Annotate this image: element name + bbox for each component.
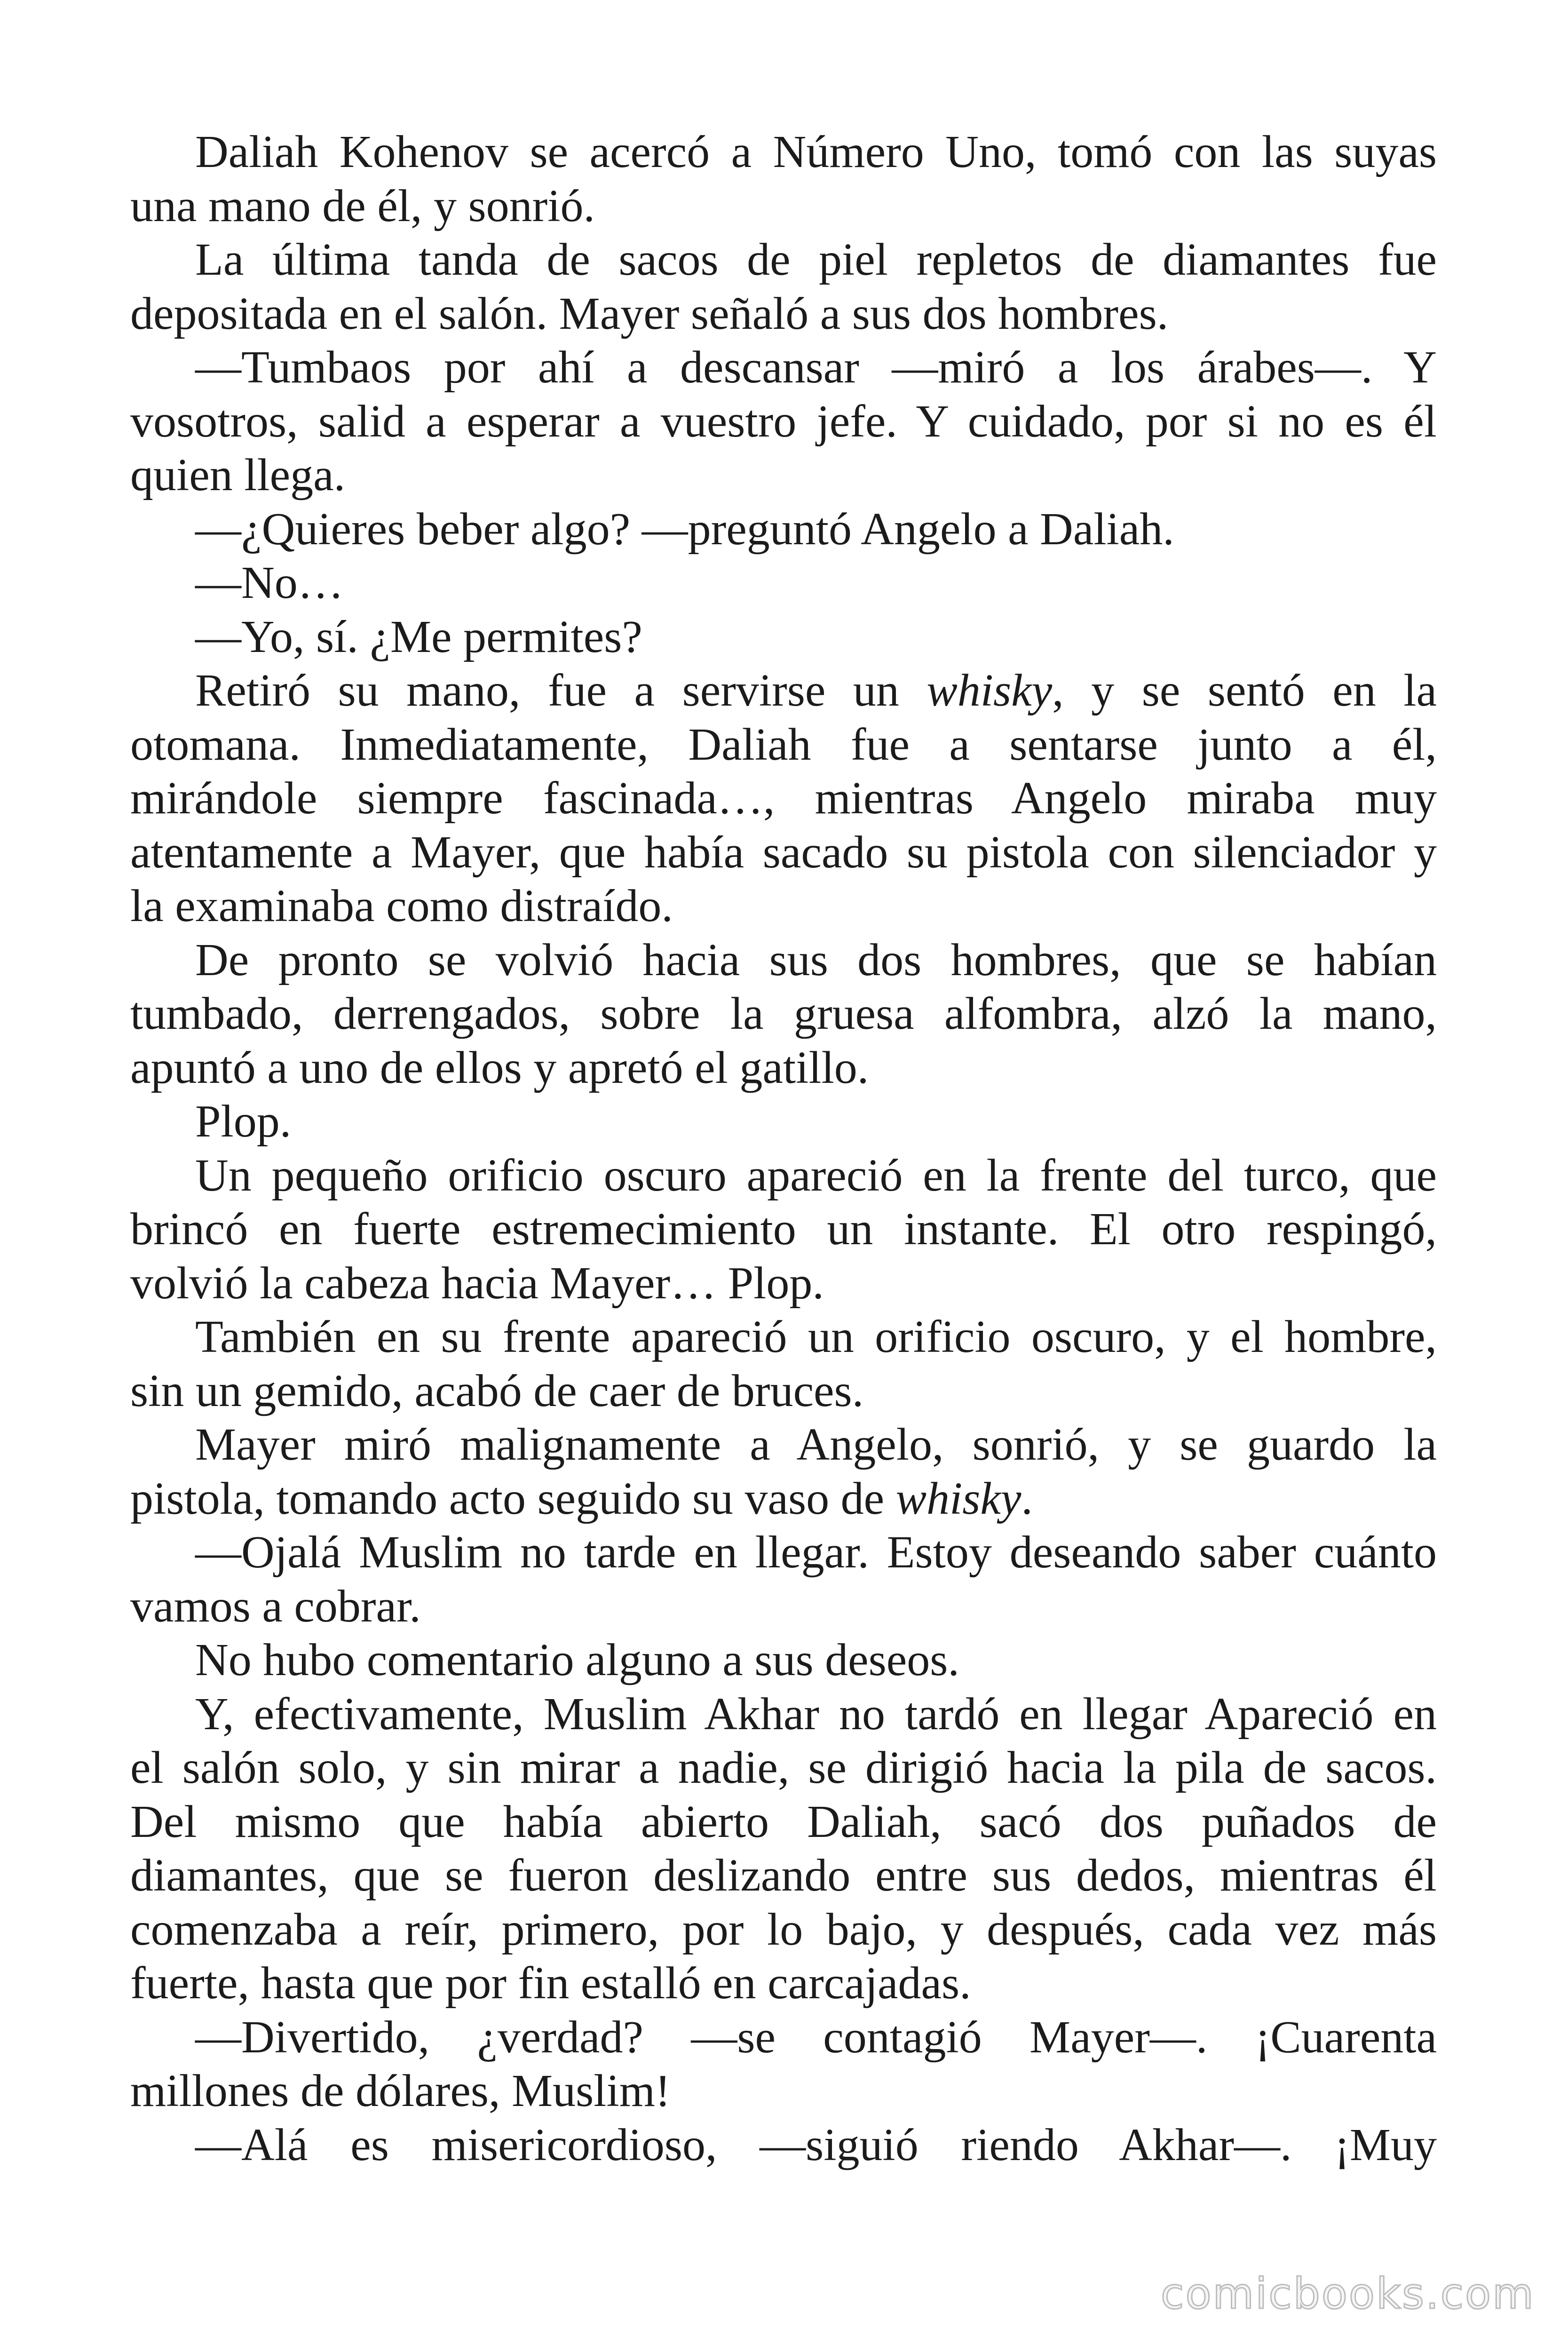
text-line [130,610,1437,664]
text-run: Y, efectivamente, Muslim Akhar no tardó en llegar Apareció en [195,1688,1437,1740]
text-run: , y se sentó en la [1052,665,1437,716]
text-run: Daliah Kohenov se acercó a Número Uno, tomó con las suyas [195,127,1437,177]
text-line [130,879,1437,933]
paragraph [130,1687,1437,2010]
text-line [130,1310,1437,1364]
text-line [130,1041,1437,1095]
text-run: —Tumbaos por ahí a descansar —miró a los árabes—. Y [195,342,1437,393]
text-run: quien llega. [130,450,346,501]
text-line [130,1149,1437,1203]
text-line [130,1472,1437,1526]
text-line [130,395,1437,449]
text-line [130,933,1437,987]
paragraph [130,933,1437,1095]
paragraph [130,125,1437,233]
text-run: comenzaba a reír, primero, por lo bajo, y después, cada vez más [130,1904,1437,1955]
text-line [130,287,1437,341]
text-run: También en su frente apareció un orificio oscuro, y el hombre, [195,1311,1437,1362]
text-run: Un pequeño orificio oscuro apareció en la frente del turco, que [195,1150,1437,1201]
paragraph [130,610,1437,664]
text-run: vamos a cobrar. [130,1581,421,1632]
text-run: sin un gemido, acabó de caer de bruces. [130,1365,864,1416]
text-run: . [1021,1473,1033,1524]
text-line [130,1364,1437,1418]
paragraph [130,1633,1437,1687]
text-line [130,664,1437,718]
text-run: otomana. Inmediatamente, Daliah fue a sentarse junto a él, [130,719,1437,770]
text-line [130,448,1437,502]
text-line [130,1849,1437,1903]
text-line [130,1580,1437,1634]
text-run: tumbado, derrengados, sobre la gruesa alfombra, alzó la mano, [130,988,1437,1039]
text-run: —Alá es misericordioso, —siguió riendo Akhar—. ¡Muy [195,2119,1437,2170]
text-line [130,1903,1437,1957]
paragraph [130,1526,1437,1633]
text-run: apuntó a uno de ellos y apretó el gatillo. [130,1042,869,1093]
paragraph [130,1310,1437,1418]
body-text [130,125,1437,2172]
text-line [130,2010,1437,2065]
text-line [130,1795,1437,1849]
text-run: —No… [195,557,344,608]
paragraph [130,2010,1437,2118]
paragraph [130,1095,1437,1149]
text-line [130,1418,1437,1472]
text-run: mirándole siempre fascinada…, mientras Angelo miraba muy [130,773,1437,824]
watermark: comicbooks.com [1161,2269,1535,2319]
text-line [130,1741,1437,1795]
text-line [130,1256,1437,1311]
text-run: Mayer miró malignamente a Angelo, sonrió, y se guardo la [195,1419,1437,1470]
text-line [130,1095,1437,1149]
paragraph [130,556,1437,610]
text-run: vosotros, salid a esperar a vuestro jefe. Y cuidado, por si no es él [130,396,1437,447]
text-run: el salón solo, y sin mirar a nadie, se dirigió hacia la pila de sacos. [130,1742,1437,1793]
paragraph [130,233,1437,341]
text-line [130,1687,1437,1741]
text-line [130,233,1437,287]
text-line [130,1633,1437,1687]
text-run: fuerte, hasta que por fin estalló en carcajadas. [130,1958,971,2009]
text-line [130,1526,1437,1580]
paragraph [130,664,1437,933]
text-line [130,987,1437,1041]
text-run: La última tanda de sacos de piel repletos de diamantes fue [195,234,1437,285]
text-line [130,556,1437,610]
text-run: —Yo, sí. ¿Me permites? [195,611,642,662]
text-run: millones de dólares, Muslim! [130,2066,671,2116]
text-line [130,502,1437,556]
text-run: volvió la cabeza hacia Mayer… Plop. [130,1257,824,1309]
text-run: Plop. [195,1096,292,1147]
text-line [130,2064,1437,2118]
paragraph [130,1149,1437,1311]
text-line [130,1202,1437,1256]
text-line [130,179,1437,233]
paragraph [130,1418,1437,1526]
text-line [130,718,1437,772]
italic-word: whisky [895,1473,1022,1524]
text-run: —Ojalá Muslim no tarde en llegar. Estoy deseando saber cuánto [195,1527,1437,1578]
paragraph [130,502,1437,556]
paragraph [130,341,1437,502]
text-run: Del mismo que había abierto Daliah, sacó dos puñados de [130,1796,1437,1847]
text-line [130,2118,1437,2172]
text-line [130,771,1437,826]
text-run: atentamente a Mayer, que había sacado su pistola con silenciador y [130,826,1437,878]
text-run: diamantes, que se fueron deslizando entre sus dedos, mientras él [130,1850,1437,1901]
text-run: la examinaba como distraído. [130,881,673,931]
text-line [130,1956,1437,2010]
text-run: No hubo comentario alguno a sus deseos. [195,1635,959,1685]
text-run: una mano de él, y sonrió. [130,180,595,231]
text-run: —Divertido, ¿verdad? —se contagió Mayer—. ¡Cuarenta [195,2011,1437,2063]
text-run: pistola, tomando acto seguido su vaso de [130,1473,896,1524]
text-run: —¿Quieres beber algo? —preguntó Angelo a Daliah. [195,503,1174,555]
italic-word: whisky [927,665,1053,716]
text-line [130,125,1437,179]
text-line [130,826,1437,880]
text-run: depositada en el salón. Mayer señaló a sus dos hombres. [130,288,1169,339]
text-run: De pronto se volvió hacia sus dos hombres, que se habían [195,934,1437,985]
text-run: Retiró su mano, fue a servirse un [195,665,927,716]
paragraph [130,2118,1437,2172]
text-line [130,341,1437,395]
text-run: brincó en fuerte estremecimiento un instante. El otro respingó, [130,1204,1437,1255]
